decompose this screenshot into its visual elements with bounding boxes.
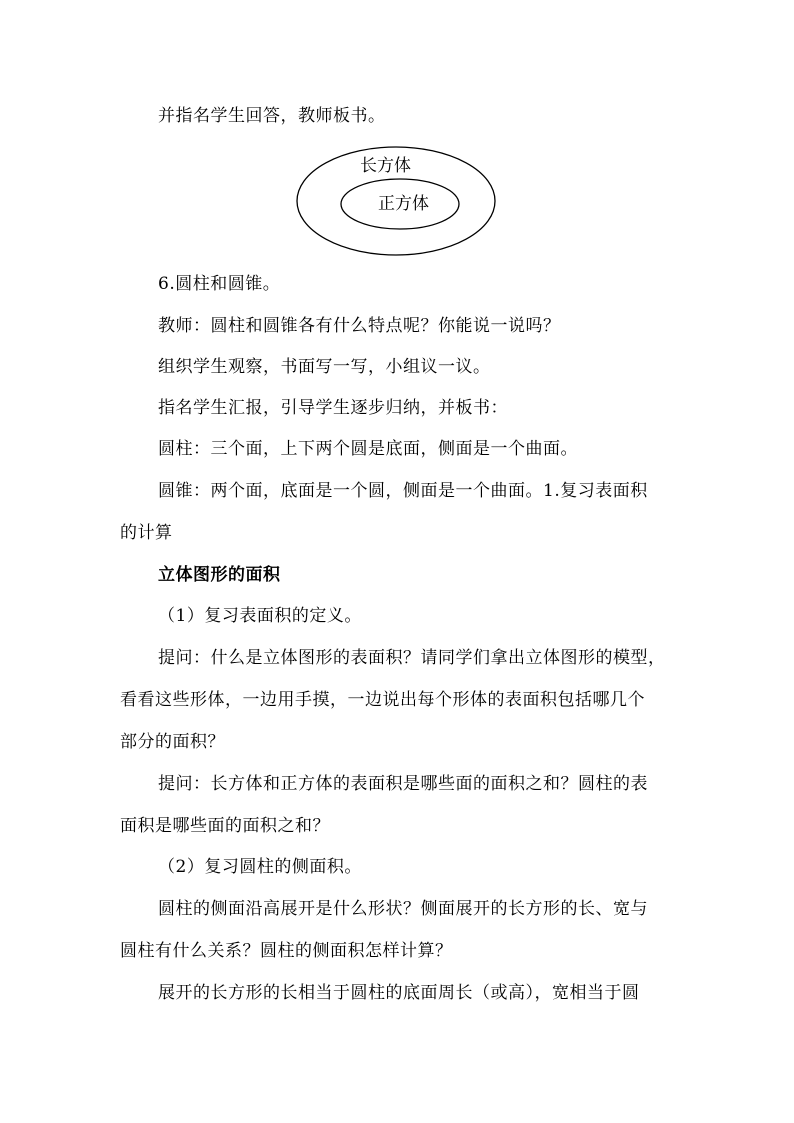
paragraph-review-definition: （1）复习表面积的定义。 [158, 606, 362, 626]
paragraph-question1-line3: 部分的面积？ [120, 732, 225, 752]
outer-label-cuboid: 长方体 [360, 156, 411, 176]
paragraph-review-lateral: （2）复习圆柱的侧面积。 [158, 857, 362, 877]
cuboid-cube-diagram [296, 146, 496, 256]
paragraph-unfold-line1: 圆柱的侧面沿高展开是什么形状？侧面展开的长方形的长、宽与 [158, 899, 648, 919]
paragraph-teacher-question: 教师：圆柱和圆锥各有什么特点呢？你能说一说吗？ [158, 316, 561, 336]
paragraph-cone-line1: 圆锥：两个面，底面是一个圆，侧面是一个曲面。1.复习表面积 [158, 481, 648, 501]
inner-label-cube: 正方体 [378, 194, 429, 214]
paragraph-cylinder: 圆柱：三个面，上下两个圆是底面，侧面是一个曲面。 [158, 439, 578, 459]
paragraph-unfold-line2: 圆柱有什么关系？圆柱的侧面积怎样计算？ [120, 941, 453, 961]
paragraph-question1-line1: 提问：什么是立体图形的表面积？请同学们拿出立体图形的模型， [158, 648, 666, 668]
paragraph-organize: 组织学生观察，书面写一写，小组议一议。 [158, 357, 491, 377]
paragraph-question2-line1: 提问：长方体和正方体的表面积是哪些面的面积之和？圆柱的表 [158, 774, 648, 794]
paragraph-cone-line2: 的计算 [120, 523, 173, 543]
paragraph-question2-line2: 面积是哪些面的面积之和？ [120, 816, 330, 836]
paragraph-report: 指名学生汇报，引导学生逐步归纳，并板书： [158, 398, 508, 418]
paragraph-question1-line2: 看看这些形体，一边用手摸，一边说出每个形体的表面积包括哪几个 [120, 690, 645, 710]
paragraph-board-writing: 并指名学生回答，教师板书。 [158, 106, 386, 126]
paragraph-unfold-answer: 展开的长方形的长相当于圆柱的底面周长（或高），宽相当于圆 [158, 983, 640, 1003]
heading-solid-area: 立体图形的面积 [158, 565, 281, 585]
section-heading-cylinder-cone: 6.圆柱和圆锥。 [158, 274, 281, 294]
